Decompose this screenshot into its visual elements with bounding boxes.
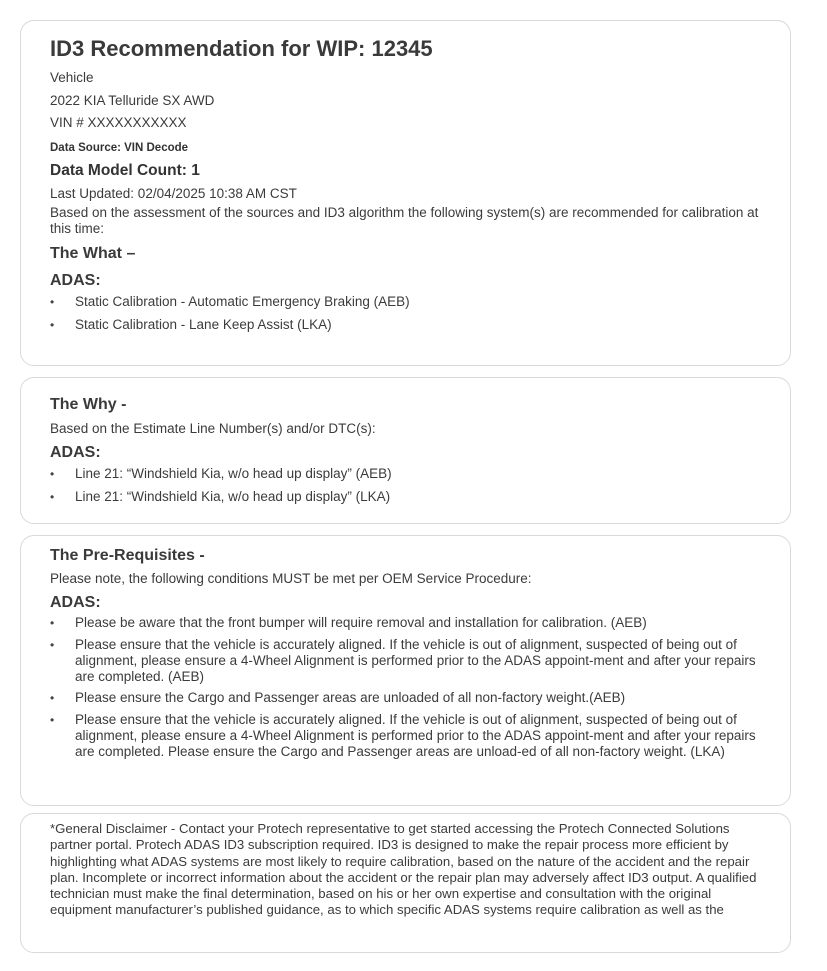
data-source: Data Source: VIN Decode [50, 141, 189, 154]
recommendation-list [50, 294, 762, 333]
list-item: • Please ensure that the vehicle is accurately aligned. If the vehicle is out of alignment, suspected of being out of alignment, please ensure a 4-Wheel Alignment is performed prior to the ADAS appoint-ment and after your repairs are completed. (AEB) [50, 637, 762, 685]
vehicle-name: 2022 KIA Telluride SX AWD [50, 92, 215, 108]
adas-heading: ADAS: [50, 594, 101, 611]
recommendation-card [20, 20, 791, 366]
why-heading: The Why - [50, 396, 127, 413]
data-model-count: Data Model Count: 1 [50, 161, 200, 179]
general-disclaimer: *General Disclaimer - Contact your Protech representative to get started accessing the Protech Connected Solutions partner portal. Protech ADAS ID3 subscription required. ID3 is designed to make the repair process more efficient by highlighting what ADAS systems are most likely to require calibration, based on the nature of the accident and the repair plan. Incomplete or incorrect information about the accident or the repair plan may adversely affect ID3 output. A qualified technician must make the final determination, based on his or her own expertise and consultation with the original equipment manufacturer’s published guidance, as to which specific ADAS systems require calibration as well as the [50, 821, 757, 918]
list-item: • Line 21: “Windshield Kia, w/o head up display” (LKA) [50, 489, 762, 505]
adas-heading: ADAS: [50, 444, 101, 461]
prerequisites-card [20, 535, 791, 806]
list-item: • Please ensure the Cargo and Passenger areas are unloaded of all non-factory weight.(AEB) [50, 690, 762, 706]
list-item: • Static Calibration - Automatic Emergency Braking (AEB) [50, 294, 762, 310]
list-item: • Please ensure that the vehicle is accurately aligned. If the vehicle is out of alignment, suspected of being out of alignment, please ensure a 4-Wheel Alignment is performed prior to the ADAS appoint-ment and after your repairs are completed. Please ensure the Cargo and Passenger areas are unload-ed of all non-factory weight. (LKA) [50, 712, 762, 760]
prerequisites-heading: The Pre-Requisites - [50, 547, 205, 564]
why-intro: Based on the Estimate Line Number(s) and/or DTC(s): [50, 421, 376, 436]
page-title: ID3 Recommendation for WIP: 12345 [50, 36, 433, 61]
what-heading: The What – [50, 245, 136, 262]
list-item: • Line 21: “Windshield Kia, w/o head up display” (AEB) [50, 466, 762, 482]
list-item: • Static Calibration - Lane Keep Assist (LKA) [50, 317, 762, 333]
why-card [20, 377, 791, 524]
adas-heading: ADAS: [50, 272, 101, 289]
disclaimer-card [20, 813, 791, 953]
last-updated: Last Updated: 02/04/2025 10:38 AM CST [50, 185, 297, 201]
assessment-text: Based on the assessment of the sources and ID3 algorithm the following system(s) are recommended for calibration at this time: [50, 205, 759, 236]
vin-number: VIN # XXXXXXXXXXX [50, 115, 187, 130]
vehicle-label: Vehicle [50, 70, 94, 85]
prerequisites-list [50, 615, 762, 760]
why-list [50, 466, 762, 505]
list-item: • Please be aware that the front bumper will require removal and installation for calibration. (AEB) [50, 615, 762, 631]
prerequisites-intro: Please note, the following conditions MUST be met per OEM Service Procedure: [50, 571, 532, 586]
